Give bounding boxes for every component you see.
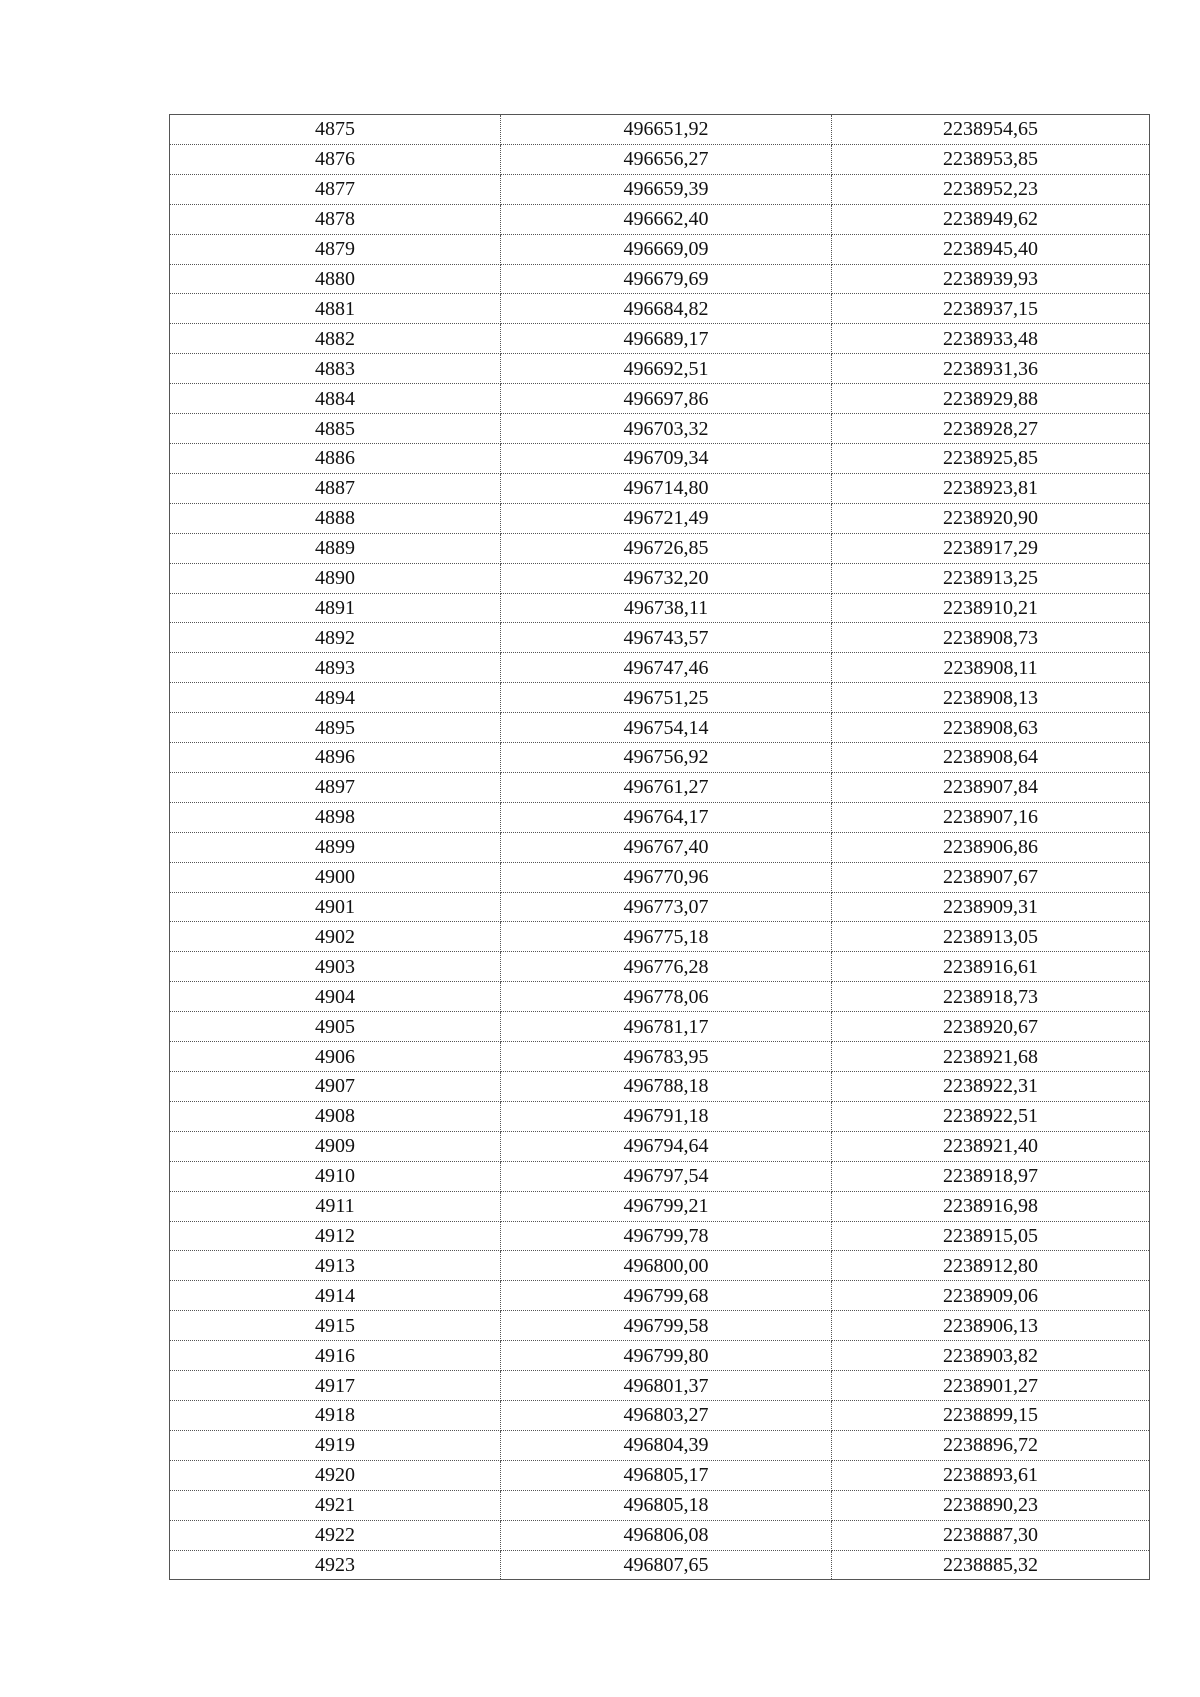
x-coordinate-cell: 496773,07 (501, 892, 832, 922)
y-coordinate-cell: 2238916,98 (832, 1191, 1150, 1221)
point-number-cell: 4882 (170, 324, 501, 354)
table-row (170, 1341, 1150, 1371)
point-number-cell: 4901 (170, 892, 501, 922)
table-row (170, 1550, 1150, 1580)
point-number-cell: 4890 (170, 563, 501, 593)
y-coordinate-cell: 2238908,73 (832, 623, 1150, 653)
y-coordinate-cell: 2238885,32 (832, 1550, 1150, 1580)
point-number-cell: 4907 (170, 1072, 501, 1102)
point-number-cell: 4911 (170, 1191, 501, 1221)
table-row (170, 743, 1150, 773)
y-coordinate-cell: 2238925,85 (832, 443, 1150, 473)
point-number-cell: 4884 (170, 384, 501, 414)
table-row (170, 115, 1150, 145)
x-coordinate-cell: 496689,17 (501, 324, 832, 354)
y-coordinate-cell: 2238908,11 (832, 653, 1150, 683)
table-row (170, 1161, 1150, 1191)
y-coordinate-cell: 2238922,31 (832, 1072, 1150, 1102)
table-row (170, 1281, 1150, 1311)
table-row (170, 563, 1150, 593)
point-number-cell: 4892 (170, 623, 501, 653)
point-number-cell: 4888 (170, 503, 501, 533)
x-coordinate-cell: 496751,25 (501, 683, 832, 713)
y-coordinate-cell: 2238918,73 (832, 982, 1150, 1012)
point-number-cell: 4920 (170, 1460, 501, 1490)
table-row (170, 414, 1150, 444)
y-coordinate-cell: 2238908,63 (832, 713, 1150, 743)
y-coordinate-cell: 2238954,65 (832, 115, 1150, 145)
x-coordinate-cell: 496747,46 (501, 653, 832, 683)
point-number-cell: 4875 (170, 115, 501, 145)
point-number-cell: 4910 (170, 1161, 501, 1191)
x-coordinate-cell: 496662,40 (501, 204, 832, 234)
table-row (170, 593, 1150, 623)
point-number-cell: 4921 (170, 1490, 501, 1520)
point-number-cell: 4885 (170, 414, 501, 444)
x-coordinate-cell: 496656,27 (501, 144, 832, 174)
table-row (170, 832, 1150, 862)
y-coordinate-cell: 2238921,68 (832, 1042, 1150, 1072)
y-coordinate-cell: 2238929,88 (832, 384, 1150, 414)
x-coordinate-cell: 496754,14 (501, 713, 832, 743)
y-coordinate-cell: 2238901,27 (832, 1371, 1150, 1401)
x-coordinate-cell: 496805,18 (501, 1490, 832, 1520)
x-coordinate-cell: 496651,92 (501, 115, 832, 145)
point-number-cell: 4905 (170, 1012, 501, 1042)
y-coordinate-cell: 2238945,40 (832, 234, 1150, 264)
y-coordinate-cell: 2238908,64 (832, 743, 1150, 773)
y-coordinate-cell: 2238920,90 (832, 503, 1150, 533)
x-coordinate-cell: 496721,49 (501, 503, 832, 533)
table-row (170, 623, 1150, 653)
point-number-cell: 4903 (170, 952, 501, 982)
table-row (170, 234, 1150, 264)
y-coordinate-cell: 2238915,05 (832, 1221, 1150, 1251)
point-number-cell: 4898 (170, 802, 501, 832)
y-coordinate-cell: 2238907,84 (832, 772, 1150, 802)
x-coordinate-cell: 496726,85 (501, 533, 832, 563)
table-row (170, 862, 1150, 892)
y-coordinate-cell: 2238907,67 (832, 862, 1150, 892)
point-number-cell: 4891 (170, 593, 501, 623)
point-number-cell: 4909 (170, 1131, 501, 1161)
x-coordinate-cell: 496738,11 (501, 593, 832, 623)
y-coordinate-cell: 2238952,23 (832, 174, 1150, 204)
point-number-cell: 4917 (170, 1371, 501, 1401)
x-coordinate-cell: 496732,20 (501, 563, 832, 593)
y-coordinate-cell: 2238921,40 (832, 1131, 1150, 1161)
table-row (170, 1101, 1150, 1131)
point-number-cell: 4904 (170, 982, 501, 1012)
table-row (170, 503, 1150, 533)
point-number-cell: 4902 (170, 922, 501, 952)
point-number-cell: 4889 (170, 533, 501, 563)
point-number-cell: 4894 (170, 683, 501, 713)
point-number-cell: 4919 (170, 1430, 501, 1460)
y-coordinate-cell: 2238909,06 (832, 1281, 1150, 1311)
y-coordinate-cell: 2238906,86 (832, 832, 1150, 862)
x-coordinate-cell: 496714,80 (501, 473, 832, 503)
x-coordinate-cell: 496799,58 (501, 1311, 832, 1341)
table-row (170, 1251, 1150, 1281)
table-row (170, 1072, 1150, 1102)
x-coordinate-cell: 496803,27 (501, 1400, 832, 1430)
x-coordinate-cell: 496684,82 (501, 294, 832, 324)
point-number-cell: 4895 (170, 713, 501, 743)
y-coordinate-cell: 2238933,48 (832, 324, 1150, 354)
x-coordinate-cell: 496805,17 (501, 1460, 832, 1490)
table-row (170, 1460, 1150, 1490)
y-coordinate-cell: 2238912,80 (832, 1251, 1150, 1281)
table-row (170, 354, 1150, 384)
table-row (170, 1191, 1150, 1221)
y-coordinate-cell: 2238949,62 (832, 204, 1150, 234)
point-number-cell: 4880 (170, 264, 501, 294)
point-number-cell: 4915 (170, 1311, 501, 1341)
point-number-cell: 4906 (170, 1042, 501, 1072)
x-coordinate-cell: 496775,18 (501, 922, 832, 952)
table-row (170, 982, 1150, 1012)
coordinates-table-body (170, 115, 1150, 1580)
point-number-cell: 4877 (170, 174, 501, 204)
x-coordinate-cell: 496778,06 (501, 982, 832, 1012)
table-row (170, 144, 1150, 174)
x-coordinate-cell: 496703,32 (501, 414, 832, 444)
table-row (170, 264, 1150, 294)
table-row (170, 772, 1150, 802)
y-coordinate-cell: 2238922,51 (832, 1101, 1150, 1131)
table-row (170, 1371, 1150, 1401)
table-row (170, 1400, 1150, 1430)
point-number-cell: 4923 (170, 1550, 501, 1580)
table-row (170, 1430, 1150, 1460)
point-number-cell: 4899 (170, 832, 501, 862)
point-number-cell: 4878 (170, 204, 501, 234)
point-number-cell: 4908 (170, 1101, 501, 1131)
point-number-cell: 4922 (170, 1520, 501, 1550)
x-coordinate-cell: 496770,96 (501, 862, 832, 892)
y-coordinate-cell: 2238910,21 (832, 593, 1150, 623)
x-coordinate-cell: 496669,09 (501, 234, 832, 264)
point-number-cell: 4916 (170, 1341, 501, 1371)
y-coordinate-cell: 2238923,81 (832, 473, 1150, 503)
x-coordinate-cell: 496697,86 (501, 384, 832, 414)
y-coordinate-cell: 2238916,61 (832, 952, 1150, 982)
x-coordinate-cell: 496799,78 (501, 1221, 832, 1251)
x-coordinate-cell: 496767,40 (501, 832, 832, 862)
y-coordinate-cell: 2238903,82 (832, 1341, 1150, 1371)
point-number-cell: 4913 (170, 1251, 501, 1281)
y-coordinate-cell: 2238896,72 (832, 1430, 1150, 1460)
x-coordinate-cell: 496659,39 (501, 174, 832, 204)
table-row (170, 1012, 1150, 1042)
y-coordinate-cell: 2238887,30 (832, 1520, 1150, 1550)
y-coordinate-cell: 2238928,27 (832, 414, 1150, 444)
point-number-cell: 4912 (170, 1221, 501, 1251)
point-number-cell: 4881 (170, 294, 501, 324)
point-number-cell: 4887 (170, 473, 501, 503)
table-row (170, 683, 1150, 713)
y-coordinate-cell: 2238913,25 (832, 563, 1150, 593)
y-coordinate-cell: 2238937,15 (832, 294, 1150, 324)
table-row (170, 1131, 1150, 1161)
x-coordinate-cell: 496743,57 (501, 623, 832, 653)
x-coordinate-cell: 496799,80 (501, 1341, 832, 1371)
x-coordinate-cell: 496797,54 (501, 1161, 832, 1191)
point-number-cell: 4918 (170, 1400, 501, 1430)
y-coordinate-cell: 2238939,93 (832, 264, 1150, 294)
table-row (170, 713, 1150, 743)
y-coordinate-cell: 2238906,13 (832, 1311, 1150, 1341)
y-coordinate-cell: 2238909,31 (832, 892, 1150, 922)
point-number-cell: 4876 (170, 144, 501, 174)
y-coordinate-cell: 2238899,15 (832, 1400, 1150, 1430)
table-row (170, 952, 1150, 982)
y-coordinate-cell: 2238890,23 (832, 1490, 1150, 1520)
x-coordinate-cell: 496794,64 (501, 1131, 832, 1161)
x-coordinate-cell: 496679,69 (501, 264, 832, 294)
table-row (170, 174, 1150, 204)
x-coordinate-cell: 496791,18 (501, 1101, 832, 1131)
x-coordinate-cell: 496783,95 (501, 1042, 832, 1072)
table-row (170, 294, 1150, 324)
table-row (170, 324, 1150, 354)
table-row (170, 473, 1150, 503)
y-coordinate-cell: 2238953,85 (832, 144, 1150, 174)
table-row (170, 1520, 1150, 1550)
table-row (170, 1042, 1150, 1072)
table-row (170, 533, 1150, 563)
x-coordinate-cell: 496799,68 (501, 1281, 832, 1311)
point-number-cell: 4893 (170, 653, 501, 683)
y-coordinate-cell: 2238920,67 (832, 1012, 1150, 1042)
y-coordinate-cell: 2238931,36 (832, 354, 1150, 384)
table-row (170, 1311, 1150, 1341)
x-coordinate-cell: 496788,18 (501, 1072, 832, 1102)
table-row (170, 443, 1150, 473)
x-coordinate-cell: 496692,51 (501, 354, 832, 384)
table-row (170, 1490, 1150, 1520)
table-row (170, 892, 1150, 922)
y-coordinate-cell: 2238893,61 (832, 1460, 1150, 1490)
table-row (170, 204, 1150, 234)
table-row (170, 653, 1150, 683)
table-row (170, 384, 1150, 414)
x-coordinate-cell: 496764,17 (501, 802, 832, 832)
x-coordinate-cell: 496806,08 (501, 1520, 832, 1550)
x-coordinate-cell: 496801,37 (501, 1371, 832, 1401)
x-coordinate-cell: 496756,92 (501, 743, 832, 773)
x-coordinate-cell: 496807,65 (501, 1550, 832, 1580)
x-coordinate-cell: 496709,34 (501, 443, 832, 473)
point-number-cell: 4879 (170, 234, 501, 264)
table-row (170, 922, 1150, 952)
table-row (170, 802, 1150, 832)
point-number-cell: 4897 (170, 772, 501, 802)
x-coordinate-cell: 496761,27 (501, 772, 832, 802)
x-coordinate-cell: 496799,21 (501, 1191, 832, 1221)
point-number-cell: 4914 (170, 1281, 501, 1311)
x-coordinate-cell: 496804,39 (501, 1430, 832, 1460)
coordinates-table (169, 114, 1150, 1580)
y-coordinate-cell: 2238907,16 (832, 802, 1150, 832)
y-coordinate-cell: 2238917,29 (832, 533, 1150, 563)
point-number-cell: 4896 (170, 743, 501, 773)
x-coordinate-cell: 496776,28 (501, 952, 832, 982)
y-coordinate-cell: 2238908,13 (832, 683, 1150, 713)
y-coordinate-cell: 2238918,97 (832, 1161, 1150, 1191)
point-number-cell: 4886 (170, 443, 501, 473)
point-number-cell: 4900 (170, 862, 501, 892)
table-row (170, 1221, 1150, 1251)
x-coordinate-cell: 496781,17 (501, 1012, 832, 1042)
y-coordinate-cell: 2238913,05 (832, 922, 1150, 952)
point-number-cell: 4883 (170, 354, 501, 384)
x-coordinate-cell: 496800,00 (501, 1251, 832, 1281)
